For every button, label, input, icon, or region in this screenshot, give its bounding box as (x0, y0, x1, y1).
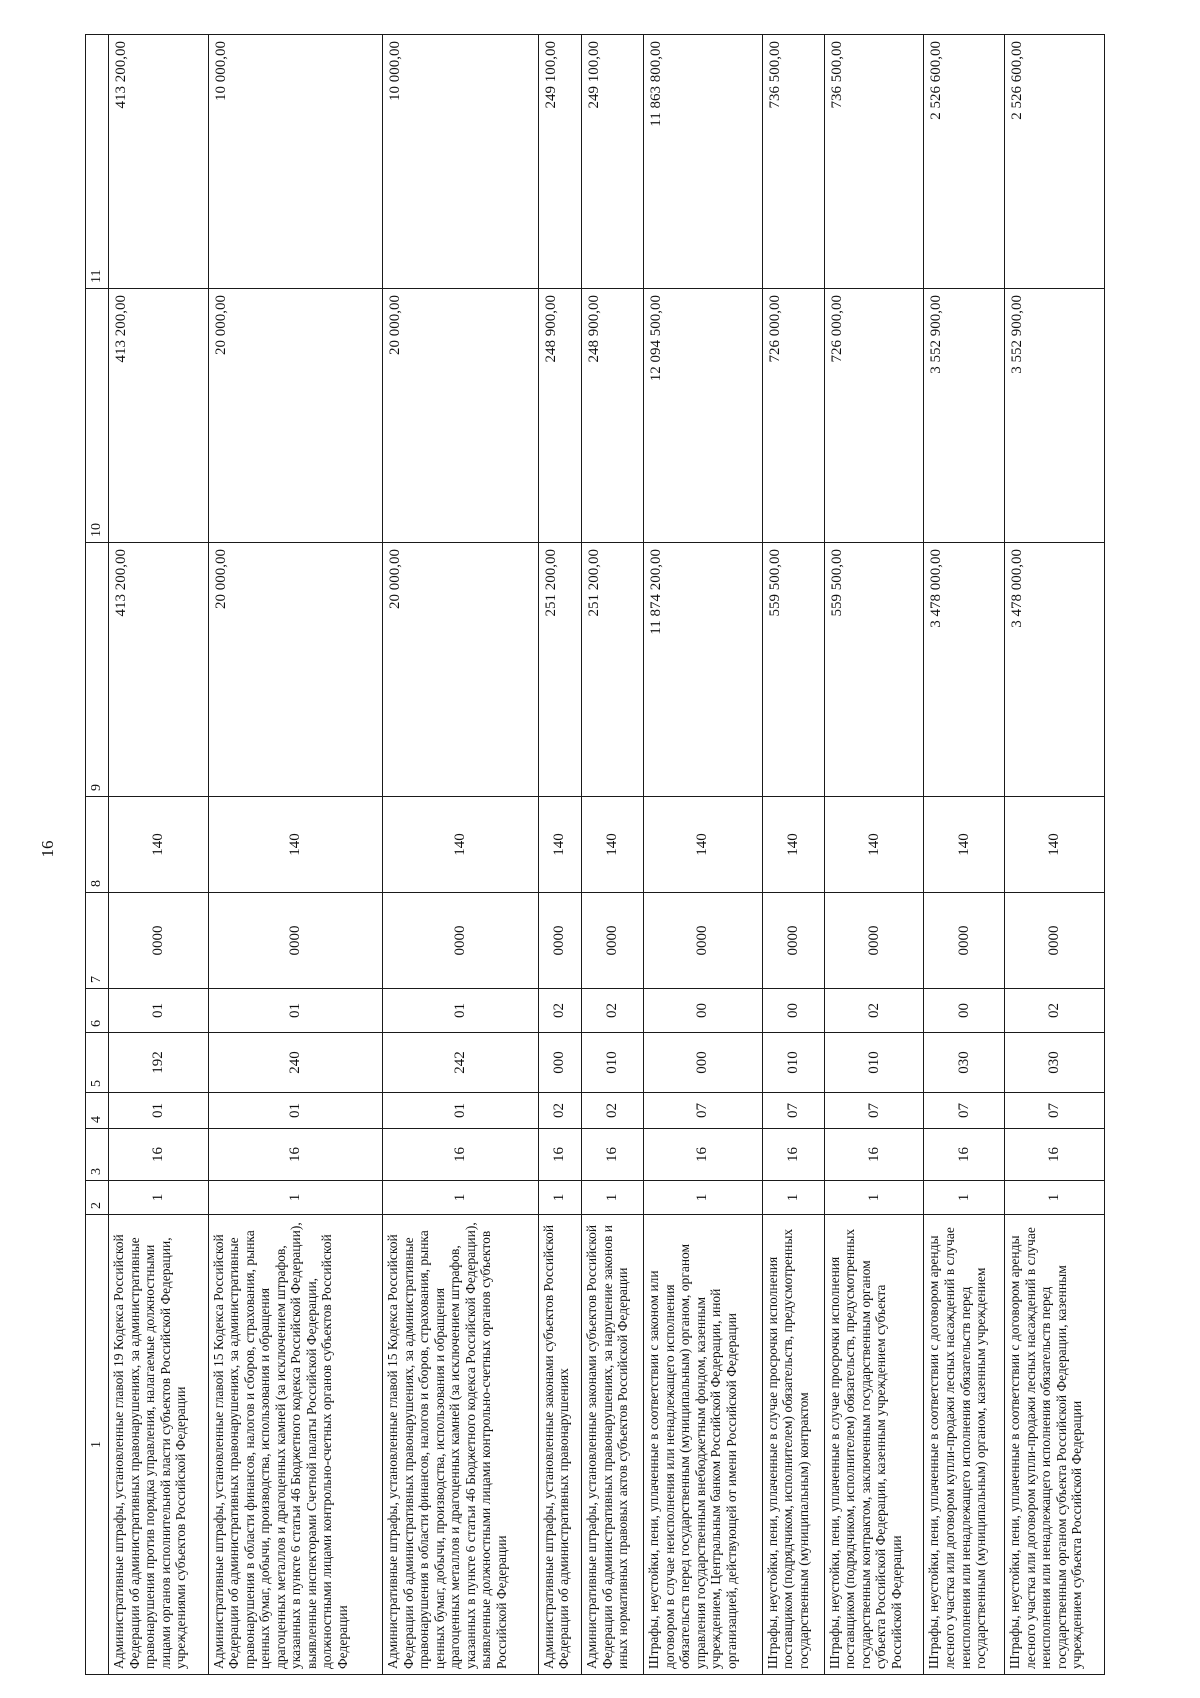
code-cell-col-8: 140 (1005, 797, 1105, 893)
column-header: 11 (86, 35, 109, 289)
code-cell-col-7: 0000 (762, 893, 824, 989)
amount-cell-col-11: 11 863 800,00 (644, 35, 762, 289)
amount-cell-col-9: 20 000,00 (208, 543, 382, 797)
amount-cell-col-11: 2 526 600,00 (924, 35, 1005, 289)
code-cell-col-4: 01 (383, 1093, 539, 1129)
code-cell-col-4: 02 (538, 1093, 581, 1129)
table-row (582, 35, 644, 1675)
amount-cell-col-10: 3 552 900,00 (1005, 289, 1105, 543)
amount-cell-col-11: 2 526 600,00 (1005, 35, 1105, 289)
amount-cell-col-10: 248 900,00 (538, 289, 581, 543)
code-cell-col-6: 02 (1005, 989, 1105, 1033)
code-cell-col-5: 242 (383, 1033, 539, 1093)
code-cell-col-3: 16 (109, 1129, 209, 1181)
amount-cell-col-9: 3 478 000,00 (924, 543, 1005, 797)
code-cell-col-4: 07 (762, 1093, 824, 1129)
code-cell-col-6: 02 (582, 989, 644, 1033)
code-cell-col-8: 140 (208, 797, 382, 893)
amount-cell-col-10: 726 000,00 (824, 289, 924, 543)
code-cell-col-4: 01 (109, 1093, 209, 1129)
code-cell-col-8: 140 (538, 797, 581, 893)
code-cell-col-5: 010 (762, 1033, 824, 1093)
amount-cell-col-11: 413 200,00 (109, 35, 209, 289)
code-cell-col-3: 16 (924, 1129, 1005, 1181)
code-cell-col-3: 16 (538, 1129, 581, 1181)
code-cell-col-8: 140 (644, 797, 762, 893)
code-cell-col-5: 010 (824, 1033, 924, 1093)
amount-cell-col-9: 11 874 200,00 (644, 543, 762, 797)
code-cell-col-3: 16 (383, 1129, 539, 1181)
code-cell-col-4: 07 (824, 1093, 924, 1129)
column-header: 7 (86, 893, 109, 989)
code-cell-col-5: 000 (538, 1033, 581, 1093)
table-row (109, 35, 209, 1675)
code-cell-col-6: 02 (538, 989, 581, 1033)
column-header: 5 (86, 1033, 109, 1093)
code-cell-col-8: 140 (824, 797, 924, 893)
amount-cell-col-10: 12 094 500,00 (644, 289, 762, 543)
code-cell-col-8: 140 (762, 797, 824, 893)
code-cell-col-4: 07 (644, 1093, 762, 1129)
code-cell-col-6: 01 (383, 989, 539, 1033)
amount-cell-col-11: 249 100,00 (538, 35, 581, 289)
code-cell-col-7: 0000 (383, 893, 539, 989)
code-cell-col-3: 16 (762, 1129, 824, 1181)
code-cell-col-4: 02 (582, 1093, 644, 1129)
table-row (762, 35, 824, 1675)
amount-cell-col-10: 413 200,00 (109, 289, 209, 543)
amount-cell-col-9: 251 200,00 (538, 543, 581, 797)
table-row (824, 35, 924, 1675)
code-cell-col-7: 0000 (924, 893, 1005, 989)
amount-cell-col-9: 20 000,00 (383, 543, 539, 797)
amount-cell-col-11: 249 100,00 (582, 35, 644, 289)
table-row (924, 35, 1005, 1675)
amount-cell-col-11: 736 500,00 (762, 35, 824, 289)
code-cell-col-3: 16 (824, 1129, 924, 1181)
code-cell-col-8: 140 (109, 797, 209, 893)
column-header: 10 (86, 289, 109, 543)
code-cell-col-5: 010 (582, 1033, 644, 1093)
amount-cell-col-10: 20 000,00 (383, 289, 539, 543)
column-header: 6 (86, 989, 109, 1033)
code-cell-col-4: 07 (924, 1093, 1005, 1129)
amount-cell-col-10: 248 900,00 (582, 289, 644, 543)
amount-cell-col-11: 10 000,00 (208, 35, 382, 289)
code-cell-col-6: 00 (762, 989, 824, 1033)
column-header: 2 (86, 1181, 109, 1215)
budget-revenue-table (85, 34, 1105, 1675)
code-cell-col-6: 01 (208, 989, 382, 1033)
budget-table-container (85, 35, 1105, 1675)
row-description: Штрафы, неустойки, пени, уплаченные в случае просрочки исполнения поставщиком (подрядчиком, исполнителем) обязательств, предусмотренных государственным (муниципальным) контрактом (762, 1215, 824, 1675)
code-cell-col-2: 1 (762, 1181, 824, 1215)
amount-cell-col-9: 3 478 000,00 (1005, 543, 1105, 797)
code-cell-col-3: 16 (1005, 1129, 1105, 1181)
amount-cell-col-9: 559 500,00 (762, 543, 824, 797)
amount-cell-col-10: 3 552 900,00 (924, 289, 1005, 543)
row-description: Административные штрафы, установленные законами субъектов Российской Федерации об административных правонарушениях, за нарушение законов и иных нормативных правовых актов субъектов Российской Федерации (582, 1215, 644, 1675)
amount-cell-col-10: 20 000,00 (208, 289, 382, 543)
table-row (383, 35, 539, 1675)
row-description: Штрафы, неустойки, пени, уплаченные в соответствии с договором аренды лесного участка или договором купли-продажи лесных насаждений в случае неисполнения или ненадлежащего исполнения обязательств перед государственным (муниципальным) органом, казенным учреждением (924, 1215, 1005, 1675)
row-description: Административные штрафы, установленные главой 15 Кодекса Российской Федерации об административных правонарушениях, за административные правонарушения в области финансов, налогов и сборов, страхования, рынка ценных бумаг, добычи, производства, использования и обращения драгоценных металлов и драгоценных камней (за исключением штрафов, указанных в пункте 6 статьи 46 Бюджетного кодекса Российской Федерации), выявленные инспекторами Счетной палаты Российской Федерации, должностными лицами контрольно-счетных органов субъектов Российской Федерации (208, 1215, 382, 1675)
amount-cell-col-10: 726 000,00 (762, 289, 824, 543)
code-cell-col-3: 16 (644, 1129, 762, 1181)
code-cell-col-4: 07 (1005, 1093, 1105, 1129)
table-row (208, 35, 382, 1675)
code-cell-col-6: 00 (924, 989, 1005, 1033)
column-header: 4 (86, 1093, 109, 1129)
code-cell-col-8: 140 (582, 797, 644, 893)
code-cell-col-7: 0000 (644, 893, 762, 989)
table-row (644, 35, 762, 1675)
code-cell-col-4: 01 (208, 1093, 382, 1129)
code-cell-col-2: 1 (1005, 1181, 1105, 1215)
code-cell-col-2: 1 (383, 1181, 539, 1215)
table-header-row (86, 35, 109, 1675)
code-cell-col-6: 02 (824, 989, 924, 1033)
row-description: Административные штрафы, установленные главой 19 Кодекса Российской Федерации об административных правонарушениях, за административные правонарушения против порядка управления, налагаемые должностными лицами органов исполнительной власти субъектов Российской Федерации, учреждениями субъектов Российской Федерации (109, 1215, 209, 1675)
code-cell-col-6: 00 (644, 989, 762, 1033)
code-cell-col-7: 0000 (538, 893, 581, 989)
code-cell-col-2: 1 (644, 1181, 762, 1215)
code-cell-col-5: 240 (208, 1033, 382, 1093)
amount-cell-col-9: 413 200,00 (109, 543, 209, 797)
code-cell-col-7: 0000 (582, 893, 644, 989)
column-header: 1 (86, 1215, 109, 1675)
amount-cell-col-9: 251 200,00 (582, 543, 644, 797)
column-header: 3 (86, 1129, 109, 1181)
row-description: Штрафы, неустойки, пени, уплаченные в случае просрочки исполнения поставщиком (подрядчиком, исполнителем) обязательств, предусмотренных государственным контрактом, заключенным государственным органом субъекта Российской Федерации, казенным учреждением субъекта Российской Федерации (824, 1215, 924, 1675)
row-description: Административные штрафы, установленные главой 15 Кодекса Российской Федерации об административных правонарушениях, за административные правонарушения в области финансов, налогов и сборов, страхования, рынка ценных бумаг, добычи, производства, использования и обращения драгоценных металлов и драгоценных камней (за исключением штрафов, указанных в пункте 6 статьи 46 Бюджетного кодекса Российской Федерации), выявленные должностными лицами контрольно-счетных органов субъектов Российской Федерации (383, 1215, 539, 1675)
code-cell-col-2: 1 (109, 1181, 209, 1215)
code-cell-col-3: 16 (582, 1129, 644, 1181)
code-cell-col-8: 140 (924, 797, 1005, 893)
amount-cell-col-11: 10 000,00 (383, 35, 539, 289)
code-cell-col-3: 16 (208, 1129, 382, 1181)
table-row (538, 35, 581, 1675)
column-header: 9 (86, 543, 109, 797)
code-cell-col-7: 0000 (109, 893, 209, 989)
code-cell-col-8: 140 (383, 797, 539, 893)
amount-cell-col-11: 736 500,00 (824, 35, 924, 289)
row-description: Штрафы, неустойки, пени, уплаченные в соответствии с законом или договором в случае неисполнения или ненадлежащего исполнения обязательств перед государственным (муниципальным) органом, органом управления государственным внебюджетным фондом, казенным учреждением, Центральным банком Российской Федерации, иной организацией, действующей от имени Российской Федерации (644, 1215, 762, 1675)
code-cell-col-2: 1 (924, 1181, 1005, 1215)
row-description: Административные штрафы, установленные законами субъектов Российской Федерации об административных правонарушениях (538, 1215, 581, 1675)
code-cell-col-2: 1 (208, 1181, 382, 1215)
row-description: Штрафы, неустойки, пени, уплаченные в соответствии с договором аренды лесного участка или договором купли-продажи лесных насаждений в случае неисполнения или ненадлежащего исполнения обязательств перед государственным органом субъекта Российской Федерации, казенным учреждением субъекта Российской Федерации (1005, 1215, 1105, 1675)
code-cell-col-5: 030 (924, 1033, 1005, 1093)
code-cell-col-5: 192 (109, 1033, 209, 1093)
code-cell-col-2: 1 (582, 1181, 644, 1215)
page-number: 16 (38, 840, 57, 858)
code-cell-col-2: 1 (538, 1181, 581, 1215)
amount-cell-col-9: 559 500,00 (824, 543, 924, 797)
code-cell-col-5: 030 (1005, 1033, 1105, 1093)
column-header: 8 (86, 797, 109, 893)
code-cell-col-7: 0000 (1005, 893, 1105, 989)
code-cell-col-2: 1 (824, 1181, 924, 1215)
table-row (1005, 35, 1105, 1675)
code-cell-col-6: 01 (109, 989, 209, 1033)
code-cell-col-5: 000 (644, 1033, 762, 1093)
code-cell-col-7: 0000 (824, 893, 924, 989)
code-cell-col-7: 0000 (208, 893, 382, 989)
